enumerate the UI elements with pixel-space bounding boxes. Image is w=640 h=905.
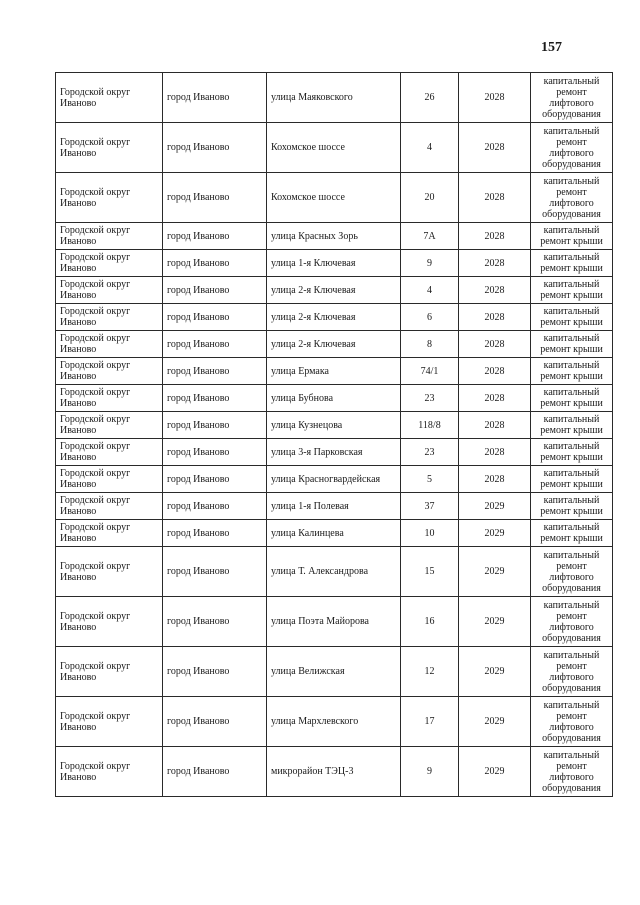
house-number-cell: 26 — [401, 73, 459, 123]
table-row — [56, 747, 613, 797]
municipal-district-cell: Городской округ Иваново — [56, 547, 163, 597]
work-type-cell: капитальный ремонт крыши — [531, 304, 613, 331]
year-cell: 2028 — [459, 331, 531, 358]
work-type-cell: капитальный ремонт крыши — [531, 223, 613, 250]
street-cell: улица 2-я Ключевая — [267, 331, 401, 358]
municipal-district-cell: Городской округ Иваново — [56, 358, 163, 385]
work-type-cell: капитальный ремонт лифтового оборудования — [531, 73, 613, 123]
table-row — [56, 520, 613, 547]
work-type-cell: капитальный ремонт крыши — [531, 493, 613, 520]
municipal-district-cell: Городской округ Иваново — [56, 73, 163, 123]
work-type-cell: капитальный ремонт крыши — [531, 520, 613, 547]
table-row — [56, 412, 613, 439]
table-row — [56, 250, 613, 277]
street-cell: улица 3-я Парковская — [267, 439, 401, 466]
house-number-cell: 15 — [401, 547, 459, 597]
city-cell: город Иваново — [163, 412, 267, 439]
city-cell: город Иваново — [163, 385, 267, 412]
municipal-district-cell: Городской округ Иваново — [56, 697, 163, 747]
municipal-district-cell: Городской округ Иваново — [56, 439, 163, 466]
city-cell: город Иваново — [163, 520, 267, 547]
year-cell: 2028 — [459, 123, 531, 173]
street-cell: микрорайон ТЭЦ-3 — [267, 747, 401, 797]
city-cell: город Иваново — [163, 304, 267, 331]
table-row — [56, 385, 613, 412]
municipal-district-cell: Городской округ Иваново — [56, 173, 163, 223]
work-type-cell: капитальный ремонт лифтового оборудования — [531, 547, 613, 597]
city-cell: город Иваново — [163, 123, 267, 173]
table-row — [56, 697, 613, 747]
table-row — [56, 466, 613, 493]
street-cell: улица Бубнова — [267, 385, 401, 412]
table-row — [56, 439, 613, 466]
street-cell: улица Поэта Майорова — [267, 597, 401, 647]
city-cell: город Иваново — [163, 250, 267, 277]
year-cell: 2029 — [459, 747, 531, 797]
municipal-district-cell: Городской округ Иваново — [56, 123, 163, 173]
street-cell: улица Кузнецова — [267, 412, 401, 439]
year-cell: 2028 — [459, 173, 531, 223]
table-row — [56, 647, 613, 697]
city-cell: город Иваново — [163, 647, 267, 697]
house-number-cell: 12 — [401, 647, 459, 697]
work-type-cell: капитальный ремонт лифтового оборудования — [531, 597, 613, 647]
work-type-cell: капитальный ремонт крыши — [531, 412, 613, 439]
house-number-cell: 9 — [401, 747, 459, 797]
street-cell: улица Калинцева — [267, 520, 401, 547]
year-cell: 2029 — [459, 697, 531, 747]
table-body — [56, 73, 613, 797]
house-number-cell: 23 — [401, 385, 459, 412]
work-type-cell: капитальный ремонт крыши — [531, 385, 613, 412]
year-cell: 2028 — [459, 73, 531, 123]
municipal-district-cell: Городской округ Иваново — [56, 250, 163, 277]
municipal-district-cell: Городской округ Иваново — [56, 385, 163, 412]
work-type-cell: капитальный ремонт крыши — [531, 250, 613, 277]
municipal-district-cell: Городской округ Иваново — [56, 331, 163, 358]
municipal-district-cell: Городской округ Иваново — [56, 304, 163, 331]
city-cell: город Иваново — [163, 493, 267, 520]
year-cell: 2028 — [459, 385, 531, 412]
house-number-cell: 118/8 — [401, 412, 459, 439]
work-type-cell: капитальный ремонт крыши — [531, 466, 613, 493]
street-cell: Кохомское шоссе — [267, 123, 401, 173]
work-type-cell: капитальный ремонт крыши — [531, 277, 613, 304]
work-type-cell: капитальный ремонт крыши — [531, 439, 613, 466]
table-row — [56, 547, 613, 597]
municipal-district-cell: Городской округ Иваново — [56, 493, 163, 520]
house-number-cell: 6 — [401, 304, 459, 331]
house-number-cell: 23 — [401, 439, 459, 466]
city-cell: город Иваново — [163, 331, 267, 358]
house-number-cell: 7А — [401, 223, 459, 250]
table-row — [56, 358, 613, 385]
street-cell: улица 1-я Ключевая — [267, 250, 401, 277]
page-number: 157 — [541, 40, 562, 55]
municipal-district-cell: Городской округ Иваново — [56, 466, 163, 493]
house-number-cell: 8 — [401, 331, 459, 358]
house-number-cell: 16 — [401, 597, 459, 647]
table-row — [56, 304, 613, 331]
year-cell: 2029 — [459, 520, 531, 547]
house-number-cell: 5 — [401, 466, 459, 493]
work-type-cell: капитальный ремонт лифтового оборудования — [531, 697, 613, 747]
house-number-cell: 17 — [401, 697, 459, 747]
municipal-district-cell: Городской округ Иваново — [56, 647, 163, 697]
year-cell: 2028 — [459, 439, 531, 466]
table-row — [56, 331, 613, 358]
street-cell: улица Красногвардейская — [267, 466, 401, 493]
city-cell: город Иваново — [163, 277, 267, 304]
table-row — [56, 223, 613, 250]
city-cell: город Иваново — [163, 697, 267, 747]
city-cell: город Иваново — [163, 358, 267, 385]
municipal-district-cell: Городской округ Иваново — [56, 747, 163, 797]
repair-schedule-table — [55, 72, 613, 797]
year-cell: 2029 — [459, 597, 531, 647]
year-cell: 2028 — [459, 466, 531, 493]
year-cell: 2028 — [459, 277, 531, 304]
city-cell: город Иваново — [163, 173, 267, 223]
city-cell: город Иваново — [163, 223, 267, 250]
street-cell: улица Т. Александрова — [267, 547, 401, 597]
house-number-cell: 4 — [401, 277, 459, 304]
house-number-cell: 20 — [401, 173, 459, 223]
year-cell: 2028 — [459, 412, 531, 439]
municipal-district-cell: Городской округ Иваново — [56, 597, 163, 647]
year-cell: 2028 — [459, 358, 531, 385]
year-cell: 2029 — [459, 547, 531, 597]
municipal-district-cell: Городской округ Иваново — [56, 520, 163, 547]
table-row — [56, 173, 613, 223]
municipal-district-cell: Городской округ Иваново — [56, 412, 163, 439]
street-cell: улица Велижская — [267, 647, 401, 697]
city-cell: город Иваново — [163, 747, 267, 797]
street-cell: улица 2-я Ключевая — [267, 304, 401, 331]
street-cell: улица Ермака — [267, 358, 401, 385]
municipal-district-cell: Городской округ Иваново — [56, 223, 163, 250]
work-type-cell: капитальный ремонт лифтового оборудования — [531, 747, 613, 797]
year-cell: 2028 — [459, 223, 531, 250]
street-cell: улица Красных Зорь — [267, 223, 401, 250]
municipal-district-cell: Городской округ Иваново — [56, 277, 163, 304]
street-cell: улица Мархлевского — [267, 697, 401, 747]
table-row — [56, 277, 613, 304]
work-type-cell: капитальный ремонт лифтового оборудования — [531, 647, 613, 697]
year-cell: 2029 — [459, 647, 531, 697]
table-row — [56, 123, 613, 173]
house-number-cell: 9 — [401, 250, 459, 277]
city-cell: город Иваново — [163, 439, 267, 466]
work-type-cell: капитальный ремонт крыши — [531, 331, 613, 358]
street-cell: улица 1-я Полевая — [267, 493, 401, 520]
table-row — [56, 493, 613, 520]
house-number-cell: 4 — [401, 123, 459, 173]
year-cell: 2029 — [459, 493, 531, 520]
city-cell: город Иваново — [163, 73, 267, 123]
house-number-cell: 10 — [401, 520, 459, 547]
house-number-cell: 74/1 — [401, 358, 459, 385]
year-cell: 2028 — [459, 250, 531, 277]
city-cell: город Иваново — [163, 466, 267, 493]
work-type-cell: капитальный ремонт лифтового оборудования — [531, 123, 613, 173]
city-cell: город Иваново — [163, 597, 267, 647]
table-row — [56, 73, 613, 123]
table-row — [56, 597, 613, 647]
street-cell: Кохомское шоссе — [267, 173, 401, 223]
city-cell: город Иваново — [163, 547, 267, 597]
year-cell: 2028 — [459, 304, 531, 331]
work-type-cell: капитальный ремонт крыши — [531, 358, 613, 385]
house-number-cell: 37 — [401, 493, 459, 520]
work-type-cell: капитальный ремонт лифтового оборудования — [531, 173, 613, 223]
street-cell: улица 2-я Ключевая — [267, 277, 401, 304]
street-cell: улица Маяковского — [267, 73, 401, 123]
